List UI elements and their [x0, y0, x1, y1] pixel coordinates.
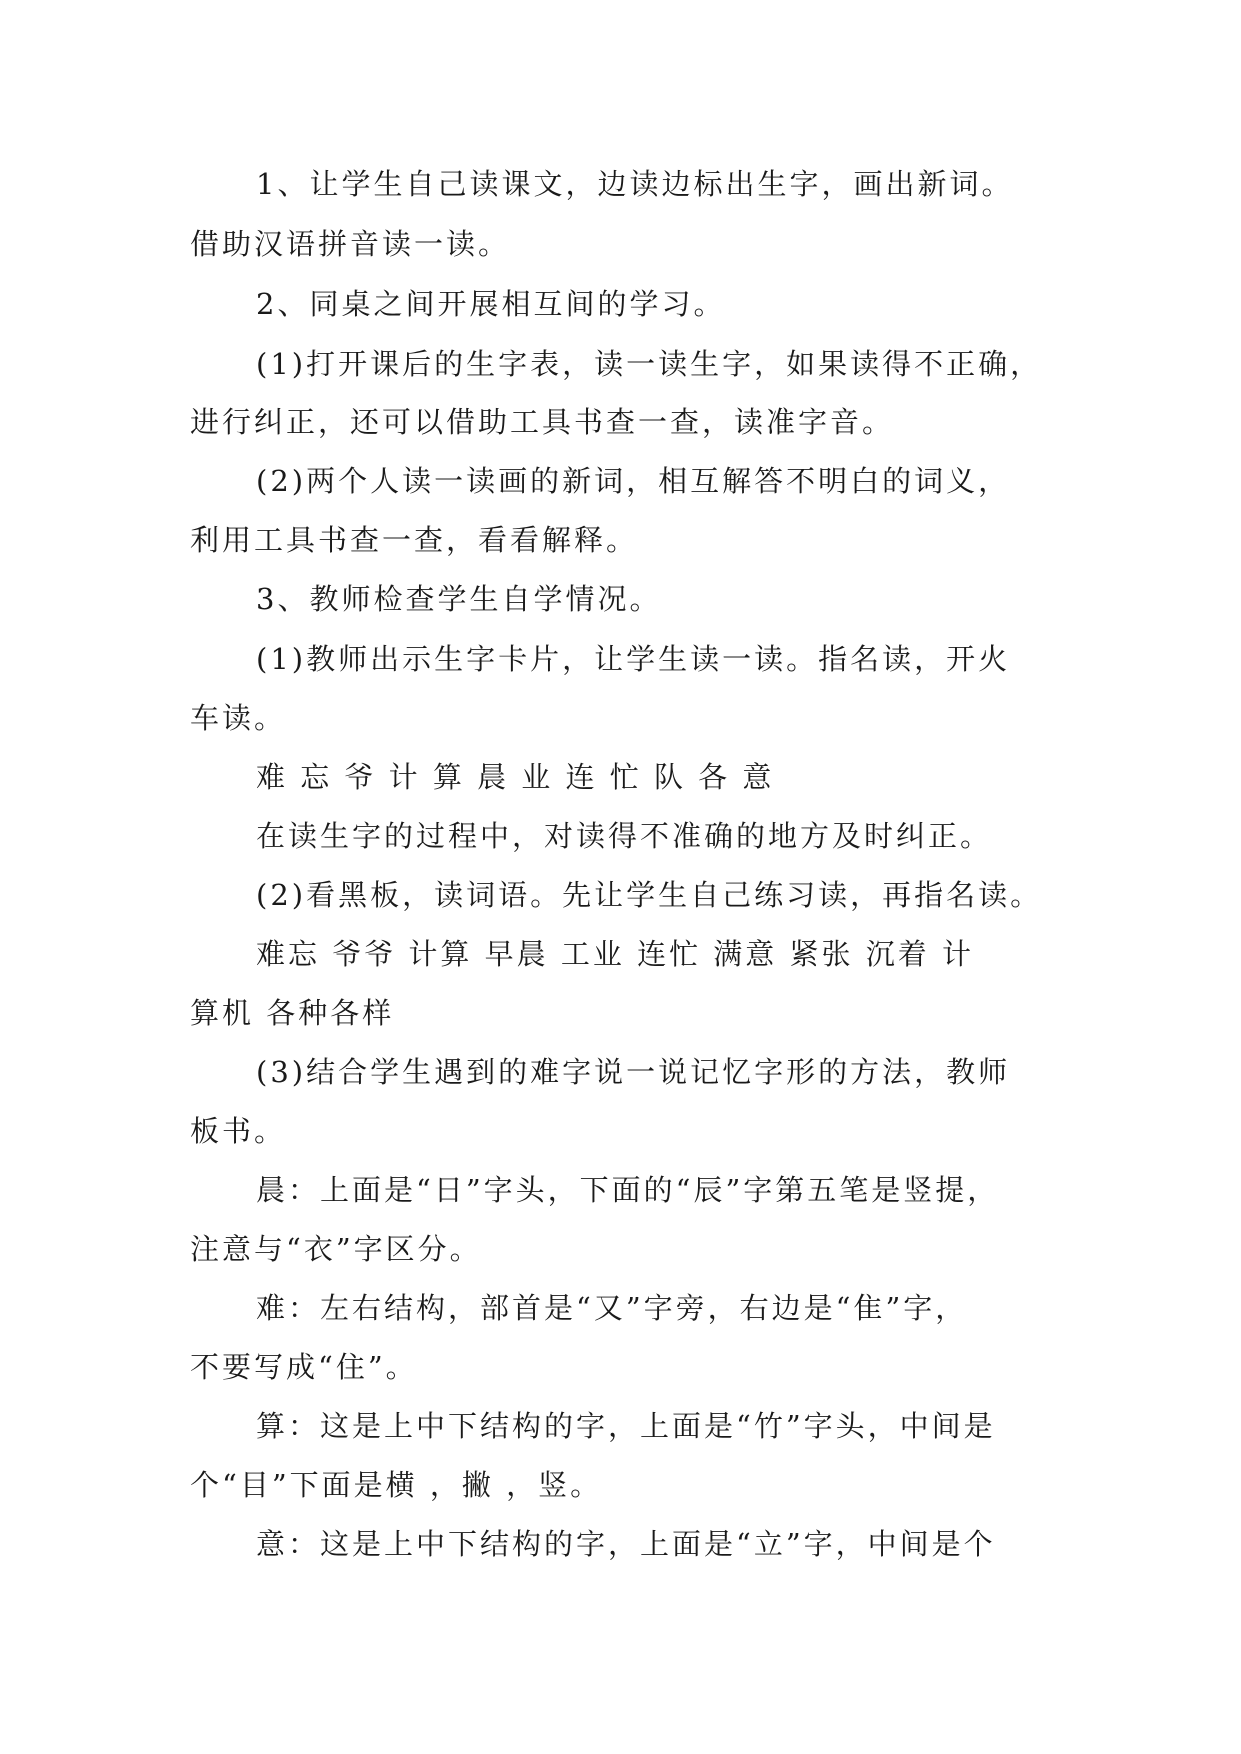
word-list-line-1: 难忘 爷爷 计算 早晨 工业 连忙 满意 紧张 沉着 计 — [256, 937, 974, 971]
paragraph-1-line-1: 1、让学生自己读课文，边读边标出生字，画出新词。 — [256, 167, 1014, 201]
paragraph-3-line-1: (1)打开课后的生字表，读一读生字，如果读得不正确， — [256, 347, 1043, 381]
paragraph-15-line-1: 意：这是上中下结构的字，上面是“立”字，中间是个 — [256, 1527, 996, 1561]
paragraph-5-line-1: 3、教师检查学生自学情况。 — [256, 582, 662, 616]
paragraph-6-line-2: 车读。 — [190, 701, 287, 735]
paragraph-1-line-2: 借助汉语拼音读一读。 — [190, 227, 511, 261]
paragraph-2-line-1: 2、同桌之间开展相互间的学习。 — [256, 287, 726, 321]
paragraph-8-line-1: 在读生字的过程中，对读得不准确的地方及时纠正。 — [256, 819, 993, 853]
paragraph-13-line-1: 难：左右结构，部首是“又”字旁，右边是“隹”字， — [256, 1291, 968, 1325]
paragraph-4-line-2: 利用工具书查一查，看看解释。 — [190, 523, 639, 557]
paragraph-12-line-2: 注意与“衣”字区分。 — [190, 1232, 482, 1266]
paragraph-13-line-2: 不要写成“住”。 — [190, 1350, 418, 1384]
paragraph-3-line-2: 进行纠正，还可以借助工具书查一查，读准字音。 — [190, 405, 895, 439]
paragraph-9-line-1: (2)看黑板，读词语。先让学生自己练习读，再指名读。 — [256, 878, 1043, 912]
paragraph-11-line-1: (3)结合学生遇到的难字说一说记忆字形的方法，教师 — [256, 1055, 1011, 1089]
paragraph-14-line-2: 个“目”下面是横 ，撇 ，竖。 — [190, 1468, 603, 1502]
paragraph-6-line-1: (1)教师出示生字卡片，让学生读一读。指名读，开火 — [256, 642, 1011, 676]
paragraph-12-line-1: 晨：上面是“日”字头，下面的“辰”字第五笔是竖提， — [256, 1173, 1000, 1207]
word-list-line-2: 算机 各种各样 — [190, 996, 395, 1030]
paragraph-4-line-1: (2)两个人读一读画的新词，相互解答不明白的词义， — [256, 464, 1011, 498]
paragraph-14-line-1: 算：这是上中下结构的字，上面是“竹”字头，中间是 — [256, 1409, 996, 1443]
paragraph-11-line-2: 板书。 — [190, 1114, 287, 1148]
character-list: 难 忘 爷 计 算 晨 业 连 忙 队 各 意 — [256, 760, 775, 794]
